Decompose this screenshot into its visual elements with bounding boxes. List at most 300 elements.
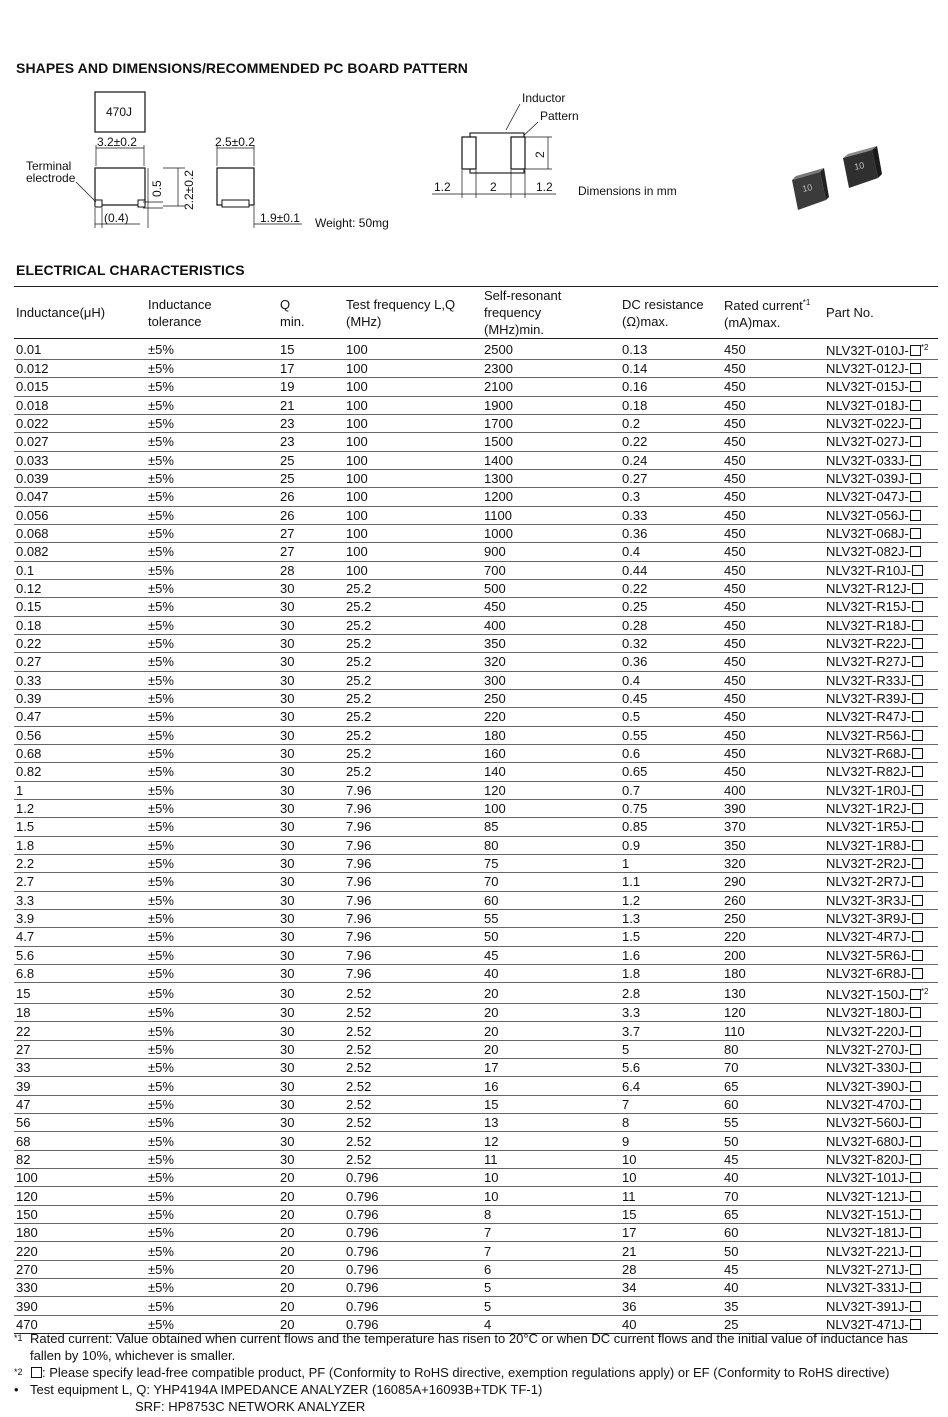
cell-tolerance: ±5% bbox=[146, 634, 278, 652]
cell-test-frequency: 100 bbox=[344, 488, 482, 506]
cell-q-min: 30 bbox=[278, 726, 344, 744]
cell-tolerance: ±5% bbox=[146, 964, 278, 982]
cell-tolerance: ±5% bbox=[146, 1114, 278, 1132]
cell-tolerance: ±5% bbox=[146, 598, 278, 616]
cell-test-frequency: 25.2 bbox=[344, 634, 482, 652]
cell-dc-resistance: 9 bbox=[620, 1132, 722, 1150]
cell-q-min: 30 bbox=[278, 818, 344, 836]
cell-self-resonant-frequency: 12 bbox=[482, 1132, 620, 1150]
table-row bbox=[14, 1095, 938, 1113]
footnote-1-line-1: Rated current: Value obtained when current flows and the temperature has risen to 20°C or when DC current flows and the initial value of inductance has bbox=[30, 1331, 908, 1346]
cell-part-no: NLV32T-047J- bbox=[824, 488, 938, 506]
side-view-terminal bbox=[222, 200, 249, 207]
cell-test-frequency: 7.96 bbox=[344, 781, 482, 799]
cell-tolerance: ±5% bbox=[146, 579, 278, 597]
cell-part-no: NLV32T-R47J- bbox=[824, 708, 938, 726]
cell-inductance: 27 bbox=[14, 1040, 146, 1058]
cell-tolerance: ±5% bbox=[146, 433, 278, 451]
cell-part-no: NLV32T-560J- bbox=[824, 1114, 938, 1132]
cell-rated-current: 50 bbox=[722, 1132, 824, 1150]
cell-dc-resistance: 5.6 bbox=[620, 1059, 722, 1077]
part-suffix-box-icon bbox=[910, 473, 921, 484]
cell-test-frequency: 0.796 bbox=[344, 1205, 482, 1223]
part-suffix-box-icon bbox=[912, 803, 923, 814]
cell-tolerance: ±5% bbox=[146, 1095, 278, 1113]
cell-self-resonant-frequency: 2100 bbox=[482, 378, 620, 396]
cell-rated-current: 250 bbox=[722, 909, 824, 927]
cell-dc-resistance: 0.45 bbox=[620, 689, 722, 707]
cell-rated-current: 390 bbox=[722, 799, 824, 817]
cell-test-frequency: 7.96 bbox=[344, 836, 482, 854]
cell-tolerance: ±5% bbox=[146, 1279, 278, 1297]
cell-dc-resistance: 5 bbox=[620, 1040, 722, 1058]
dimension-drawing bbox=[0, 80, 948, 240]
table-row bbox=[14, 469, 938, 487]
cell-self-resonant-frequency: 900 bbox=[482, 543, 620, 561]
cell-tolerance: ±5% bbox=[146, 983, 278, 1004]
cell-tolerance: ±5% bbox=[146, 854, 278, 872]
cell-inductance: 18 bbox=[14, 1004, 146, 1022]
cell-self-resonant-frequency: 320 bbox=[482, 653, 620, 671]
cell-self-resonant-frequency: 2300 bbox=[482, 360, 620, 378]
cell-rated-current: 450 bbox=[722, 543, 824, 561]
cell-tolerance: ±5% bbox=[146, 763, 278, 781]
units-note: Dimensions in mm bbox=[578, 184, 677, 198]
cell-self-resonant-frequency: 20 bbox=[482, 1040, 620, 1058]
part-suffix-box-icon bbox=[910, 1154, 921, 1165]
cell-tolerance: ±5% bbox=[146, 946, 278, 964]
cell-dc-resistance: 0.27 bbox=[620, 469, 722, 487]
cell-q-min: 30 bbox=[278, 579, 344, 597]
cell-self-resonant-frequency: 16 bbox=[482, 1077, 620, 1095]
footnotes bbox=[14, 1330, 938, 1415]
part-suffix-box-icon bbox=[910, 1301, 921, 1312]
cell-q-min: 27 bbox=[278, 524, 344, 542]
cell-tolerance: ±5% bbox=[146, 781, 278, 799]
cell-self-resonant-frequency: 85 bbox=[482, 818, 620, 836]
table-row bbox=[14, 946, 938, 964]
cell-test-frequency: 100 bbox=[344, 378, 482, 396]
cell-self-resonant-frequency: 300 bbox=[482, 671, 620, 689]
cell-q-min: 15 bbox=[278, 339, 344, 360]
cell-rated-current: 450 bbox=[722, 726, 824, 744]
cell-test-frequency: 100 bbox=[344, 360, 482, 378]
pattern-height: 2 bbox=[533, 151, 547, 158]
part-suffix-box-icon bbox=[910, 546, 921, 557]
cell-tolerance: ±5% bbox=[146, 689, 278, 707]
cell-test-frequency: 0.796 bbox=[344, 1169, 482, 1187]
cell-rated-current: 45 bbox=[722, 1150, 824, 1168]
table-row bbox=[14, 1242, 938, 1260]
cell-inductance: 0.12 bbox=[14, 579, 146, 597]
cell-q-min: 20 bbox=[278, 1279, 344, 1297]
cell-test-frequency: 25.2 bbox=[344, 744, 482, 762]
cell-test-frequency: 2.52 bbox=[344, 983, 482, 1004]
cell-inductance: 0.56 bbox=[14, 726, 146, 744]
header-rated-current: Rated current$^{*1}$ (mA)max. bbox=[722, 287, 824, 339]
part-suffix-box-icon bbox=[912, 693, 923, 704]
table-row bbox=[14, 818, 938, 836]
part-suffix-box-icon bbox=[912, 876, 923, 887]
cell-self-resonant-frequency: 140 bbox=[482, 763, 620, 781]
cell-rated-current: 120 bbox=[722, 1004, 824, 1022]
table-row bbox=[14, 598, 938, 616]
part-suffix-box-icon bbox=[910, 418, 921, 429]
cell-q-min: 30 bbox=[278, 708, 344, 726]
table-row bbox=[14, 928, 938, 946]
cell-self-resonant-frequency: 15 bbox=[482, 1095, 620, 1113]
header-part-no: Part No. bbox=[824, 287, 938, 339]
cell-q-min: 30 bbox=[278, 634, 344, 652]
cell-test-frequency: 7.96 bbox=[344, 928, 482, 946]
cell-rated-current: 60 bbox=[722, 1095, 824, 1113]
cell-self-resonant-frequency: 700 bbox=[482, 561, 620, 579]
table-row bbox=[14, 1187, 938, 1205]
cell-test-frequency: 0.796 bbox=[344, 1242, 482, 1260]
cell-q-min: 25 bbox=[278, 469, 344, 487]
part-suffix-box-icon bbox=[31, 1367, 42, 1378]
cell-part-no: NLV32T-2R7J- bbox=[824, 873, 938, 891]
footnote-2-text: : Please specify lead-free compatible product, PF (Conformity to RoHS directive, exemption regulations apply) or EF (Conformity to RoHS directive) bbox=[42, 1365, 890, 1380]
cell-q-min: 27 bbox=[278, 543, 344, 561]
cell-dc-resistance: 17 bbox=[620, 1224, 722, 1242]
cell-dc-resistance: 1 bbox=[620, 854, 722, 872]
table-row bbox=[14, 781, 938, 799]
cell-rated-current: 450 bbox=[722, 378, 824, 396]
cell-dc-resistance: 0.36 bbox=[620, 524, 722, 542]
cell-test-frequency: 100 bbox=[344, 396, 482, 414]
cell-part-no: NLV32T-039J- bbox=[824, 469, 938, 487]
cell-test-frequency: 100 bbox=[344, 524, 482, 542]
cell-self-resonant-frequency: 250 bbox=[482, 689, 620, 707]
cell-rated-current: 450 bbox=[722, 671, 824, 689]
cell-part-no: NLV32T-1R0J- bbox=[824, 781, 938, 799]
cell-rated-current: 450 bbox=[722, 433, 824, 451]
part-suffix-box-icon bbox=[910, 1062, 921, 1073]
cell-rated-current: 80 bbox=[722, 1040, 824, 1058]
cell-inductance: 470 bbox=[14, 1315, 146, 1333]
cell-dc-resistance: 1.5 bbox=[620, 928, 722, 946]
cell-inductance: 0.33 bbox=[14, 671, 146, 689]
cell-part-no: NLV32T-330J- bbox=[824, 1059, 938, 1077]
cell-rated-current: 450 bbox=[722, 506, 824, 524]
cell-self-resonant-frequency: 5 bbox=[482, 1297, 620, 1315]
cell-tolerance: ±5% bbox=[146, 1132, 278, 1150]
cell-q-min: 30 bbox=[278, 1150, 344, 1168]
front-view-body bbox=[95, 168, 145, 205]
part-suffix-box-icon bbox=[910, 1099, 921, 1110]
cell-rated-current: 450 bbox=[722, 708, 824, 726]
cell-self-resonant-frequency: 120 bbox=[482, 781, 620, 799]
cell-part-no: NLV32T-015J- bbox=[824, 378, 938, 396]
cell-q-min: 30 bbox=[278, 983, 344, 1004]
table-row bbox=[14, 1205, 938, 1223]
cell-q-min: 30 bbox=[278, 1040, 344, 1058]
cell-q-min: 20 bbox=[278, 1297, 344, 1315]
cell-rated-current: 130 bbox=[722, 983, 824, 1004]
cell-dc-resistance: 34 bbox=[620, 1279, 722, 1297]
part-note-mark: *2 bbox=[920, 987, 929, 997]
cell-q-min: 23 bbox=[278, 414, 344, 432]
cell-dc-resistance: 7 bbox=[620, 1095, 722, 1113]
part-suffix-box-icon bbox=[912, 748, 923, 759]
cell-dc-resistance: 0.13 bbox=[620, 339, 722, 360]
cell-self-resonant-frequency: 450 bbox=[482, 598, 620, 616]
cell-test-frequency: 0.796 bbox=[344, 1279, 482, 1297]
part-suffix-box-icon bbox=[910, 1264, 921, 1275]
cell-test-frequency: 25.2 bbox=[344, 689, 482, 707]
table-row bbox=[14, 708, 938, 726]
cell-tolerance: ±5% bbox=[146, 1224, 278, 1242]
cell-tolerance: ±5% bbox=[146, 1022, 278, 1040]
table-row bbox=[14, 873, 938, 891]
cell-part-no: NLV32T-010J- $^{*2}$ bbox=[824, 339, 938, 360]
cell-inductance: 47 bbox=[14, 1095, 146, 1113]
cell-q-min: 30 bbox=[278, 928, 344, 946]
cell-dc-resistance: 8 bbox=[620, 1114, 722, 1132]
cell-test-frequency: 100 bbox=[344, 543, 482, 561]
cell-tolerance: ±5% bbox=[146, 488, 278, 506]
table-row bbox=[14, 524, 938, 542]
cell-rated-current: 290 bbox=[722, 873, 824, 891]
cell-dc-resistance: 0.28 bbox=[620, 616, 722, 634]
cell-inductance: 82 bbox=[14, 1150, 146, 1168]
cell-inductance: 39 bbox=[14, 1077, 146, 1095]
cell-dc-resistance: 15 bbox=[620, 1205, 722, 1223]
cell-q-min: 20 bbox=[278, 1224, 344, 1242]
part-suffix-box-icon bbox=[910, 1081, 921, 1092]
cell-part-no: NLV32T-022J- bbox=[824, 414, 938, 432]
cell-self-resonant-frequency: 180 bbox=[482, 726, 620, 744]
cell-dc-resistance: 10 bbox=[620, 1150, 722, 1168]
cell-tolerance: ±5% bbox=[146, 671, 278, 689]
cell-rated-current: 320 bbox=[722, 854, 824, 872]
cell-inductance: 56 bbox=[14, 1114, 146, 1132]
pattern-mid: 2 bbox=[490, 180, 497, 194]
cell-q-min: 30 bbox=[278, 1095, 344, 1113]
cell-inductance: 0.018 bbox=[14, 396, 146, 414]
cell-test-frequency: 25.2 bbox=[344, 653, 482, 671]
cell-inductance: 120 bbox=[14, 1187, 146, 1205]
table-row bbox=[14, 1022, 938, 1040]
cell-q-min: 30 bbox=[278, 1004, 344, 1022]
part-suffix-box-icon bbox=[910, 1026, 921, 1037]
marking-text: 470J bbox=[106, 105, 133, 119]
part-suffix-box-icon bbox=[910, 491, 921, 502]
cell-dc-resistance: 0.24 bbox=[620, 451, 722, 469]
cell-dc-resistance: 2.8 bbox=[620, 983, 722, 1004]
cell-part-no: NLV32T-082J- bbox=[824, 543, 938, 561]
cell-self-resonant-frequency: 13 bbox=[482, 1114, 620, 1132]
table-row bbox=[14, 1132, 938, 1150]
cell-rated-current: 450 bbox=[722, 763, 824, 781]
table-body bbox=[14, 339, 938, 1334]
cell-test-frequency: 2.52 bbox=[344, 1040, 482, 1058]
cell-part-no: NLV32T-271J- bbox=[824, 1260, 938, 1278]
cell-q-min: 20 bbox=[278, 1187, 344, 1205]
header-q-min: Q min. bbox=[278, 287, 344, 339]
part-suffix-box-icon bbox=[910, 510, 921, 521]
cell-dc-resistance: 0.44 bbox=[620, 561, 722, 579]
cell-test-frequency: 100 bbox=[344, 451, 482, 469]
cell-dc-resistance: 0.7 bbox=[620, 781, 722, 799]
cell-q-min: 28 bbox=[278, 561, 344, 579]
cell-q-min: 25 bbox=[278, 451, 344, 469]
cell-test-frequency: 100 bbox=[344, 433, 482, 451]
cell-q-min: 30 bbox=[278, 799, 344, 817]
table-row bbox=[14, 543, 938, 561]
cell-tolerance: ±5% bbox=[146, 726, 278, 744]
cell-q-min: 30 bbox=[278, 763, 344, 781]
cell-self-resonant-frequency: 60 bbox=[482, 891, 620, 909]
part-suffix-box-icon bbox=[910, 1044, 921, 1055]
cell-part-no: NLV32T-151J- bbox=[824, 1205, 938, 1223]
part-suffix-box-icon bbox=[910, 400, 921, 411]
cell-rated-current: 350 bbox=[722, 836, 824, 854]
cell-part-no: NLV32T-270J- bbox=[824, 1040, 938, 1058]
cell-q-min: 30 bbox=[278, 836, 344, 854]
part-suffix-box-icon bbox=[910, 1172, 921, 1183]
cell-test-frequency: 2.52 bbox=[344, 1059, 482, 1077]
footnote-2-mark: *2 bbox=[14, 1367, 23, 1377]
cell-self-resonant-frequency: 400 bbox=[482, 616, 620, 634]
dim-width: 3.2±0.2 bbox=[97, 135, 137, 149]
cell-rated-current: 450 bbox=[722, 653, 824, 671]
cell-tolerance: ±5% bbox=[146, 1169, 278, 1187]
table-row bbox=[14, 1150, 938, 1168]
cell-dc-resistance: 1.1 bbox=[620, 873, 722, 891]
cell-rated-current: 450 bbox=[722, 634, 824, 652]
cell-q-min: 20 bbox=[278, 1315, 344, 1333]
cell-part-no: NLV32T-121J- bbox=[824, 1187, 938, 1205]
cell-dc-resistance: 0.2 bbox=[620, 414, 722, 432]
cell-tolerance: ±5% bbox=[146, 873, 278, 891]
cell-self-resonant-frequency: 7 bbox=[482, 1224, 620, 1242]
cell-part-no: NLV32T-R22J- bbox=[824, 634, 938, 652]
cell-self-resonant-frequency: 20 bbox=[482, 1022, 620, 1040]
footnote-1 bbox=[14, 1330, 938, 1364]
cell-part-no: NLV32T-390J- bbox=[824, 1077, 938, 1095]
part-suffix-box-icon bbox=[910, 345, 921, 356]
cell-q-min: 19 bbox=[278, 378, 344, 396]
table-header-row bbox=[14, 287, 938, 339]
cell-dc-resistance: 0.4 bbox=[620, 543, 722, 561]
table-row bbox=[14, 671, 938, 689]
part-suffix-box-icon bbox=[910, 1246, 921, 1257]
cell-rated-current: 450 bbox=[722, 396, 824, 414]
cell-test-frequency: 25.2 bbox=[344, 579, 482, 597]
part-suffix-box-icon bbox=[910, 1227, 921, 1238]
cell-part-no: NLV32T-470J- bbox=[824, 1095, 938, 1113]
cell-q-min: 30 bbox=[278, 744, 344, 762]
table-row bbox=[14, 854, 938, 872]
part-suffix-box-icon bbox=[912, 675, 923, 686]
test-equipment-line-1: Test equipment L, Q: YHP4194A IMPEDANCE ANALYZER (16085A+16093B+TDK TF-1) bbox=[30, 1382, 543, 1397]
cell-rated-current: 70 bbox=[722, 1059, 824, 1077]
cell-dc-resistance: 1.3 bbox=[620, 909, 722, 927]
cell-inductance: 0.01 bbox=[14, 339, 146, 360]
part-suffix-box-icon bbox=[910, 381, 921, 392]
footnote-2 bbox=[14, 1364, 938, 1381]
cell-inductance: 0.056 bbox=[14, 506, 146, 524]
cell-inductance: 0.27 bbox=[14, 653, 146, 671]
cell-inductance: 0.012 bbox=[14, 360, 146, 378]
cell-rated-current: 110 bbox=[722, 1022, 824, 1040]
cell-rated-current: 450 bbox=[722, 360, 824, 378]
table-row bbox=[14, 506, 938, 524]
cell-test-frequency: 100 bbox=[344, 506, 482, 524]
cell-self-resonant-frequency: 75 bbox=[482, 854, 620, 872]
table-row bbox=[14, 726, 938, 744]
weight-label: Weight: 50mg bbox=[315, 216, 389, 230]
table-row bbox=[14, 1169, 938, 1187]
cell-test-frequency: 100 bbox=[344, 414, 482, 432]
cell-q-min: 30 bbox=[278, 1059, 344, 1077]
cell-part-no: NLV32T-R15J- bbox=[824, 598, 938, 616]
cell-dc-resistance: 6.4 bbox=[620, 1077, 722, 1095]
cell-self-resonant-frequency: 160 bbox=[482, 744, 620, 762]
cell-test-frequency: 7.96 bbox=[344, 873, 482, 891]
part-suffix-box-icon bbox=[910, 455, 921, 466]
cell-tolerance: ±5% bbox=[146, 1315, 278, 1333]
cell-test-frequency: 2.52 bbox=[344, 1114, 482, 1132]
cell-dc-resistance: 11 bbox=[620, 1187, 722, 1205]
cell-self-resonant-frequency: 5 bbox=[482, 1279, 620, 1297]
cell-q-min: 30 bbox=[278, 598, 344, 616]
cell-self-resonant-frequency: 10 bbox=[482, 1187, 620, 1205]
dim-terminal-h: 0.5 bbox=[150, 180, 164, 197]
cell-dc-resistance: 0.14 bbox=[620, 360, 722, 378]
part-suffix-box-icon bbox=[912, 766, 923, 777]
cell-rated-current: 180 bbox=[722, 964, 824, 982]
table-row bbox=[14, 689, 938, 707]
cell-part-no: NLV32T-1R2J- bbox=[824, 799, 938, 817]
cell-inductance: 1.2 bbox=[14, 799, 146, 817]
cell-rated-current: 65 bbox=[722, 1077, 824, 1095]
cell-inductance: 0.22 bbox=[14, 634, 146, 652]
cell-q-min: 20 bbox=[278, 1169, 344, 1187]
table-row bbox=[14, 653, 938, 671]
cell-test-frequency: 100 bbox=[344, 561, 482, 579]
cell-rated-current: 65 bbox=[722, 1205, 824, 1223]
cell-q-min: 30 bbox=[278, 873, 344, 891]
cell-q-min: 30 bbox=[278, 854, 344, 872]
cell-test-frequency: 7.96 bbox=[344, 854, 482, 872]
cell-part-no: NLV32T-R12J- bbox=[824, 579, 938, 597]
cell-inductance: 4.7 bbox=[14, 928, 146, 946]
part-suffix-box-icon bbox=[912, 785, 923, 796]
cell-test-frequency: 7.96 bbox=[344, 818, 482, 836]
cell-tolerance: ±5% bbox=[146, 543, 278, 561]
part-suffix-box-icon bbox=[912, 565, 923, 576]
photo-marking: 10 bbox=[801, 182, 814, 194]
cell-q-min: 30 bbox=[278, 1022, 344, 1040]
header-self-resonant: Self-resonant frequency (MHz)min. bbox=[482, 287, 620, 339]
cell-tolerance: ±5% bbox=[146, 1004, 278, 1022]
cell-dc-resistance: 0.22 bbox=[620, 433, 722, 451]
cell-dc-resistance: 0.55 bbox=[620, 726, 722, 744]
cell-test-frequency: 25.2 bbox=[344, 671, 482, 689]
cell-inductance: 0.82 bbox=[14, 763, 146, 781]
cell-rated-current: 260 bbox=[722, 891, 824, 909]
part-suffix-box-icon bbox=[912, 913, 923, 924]
table-row bbox=[14, 339, 938, 360]
cell-dc-resistance: 0.25 bbox=[620, 598, 722, 616]
cell-inductance: 1 bbox=[14, 781, 146, 799]
part-suffix-box-icon bbox=[912, 730, 923, 741]
part-suffix-box-icon bbox=[910, 989, 921, 1000]
cell-inductance: 0.047 bbox=[14, 488, 146, 506]
